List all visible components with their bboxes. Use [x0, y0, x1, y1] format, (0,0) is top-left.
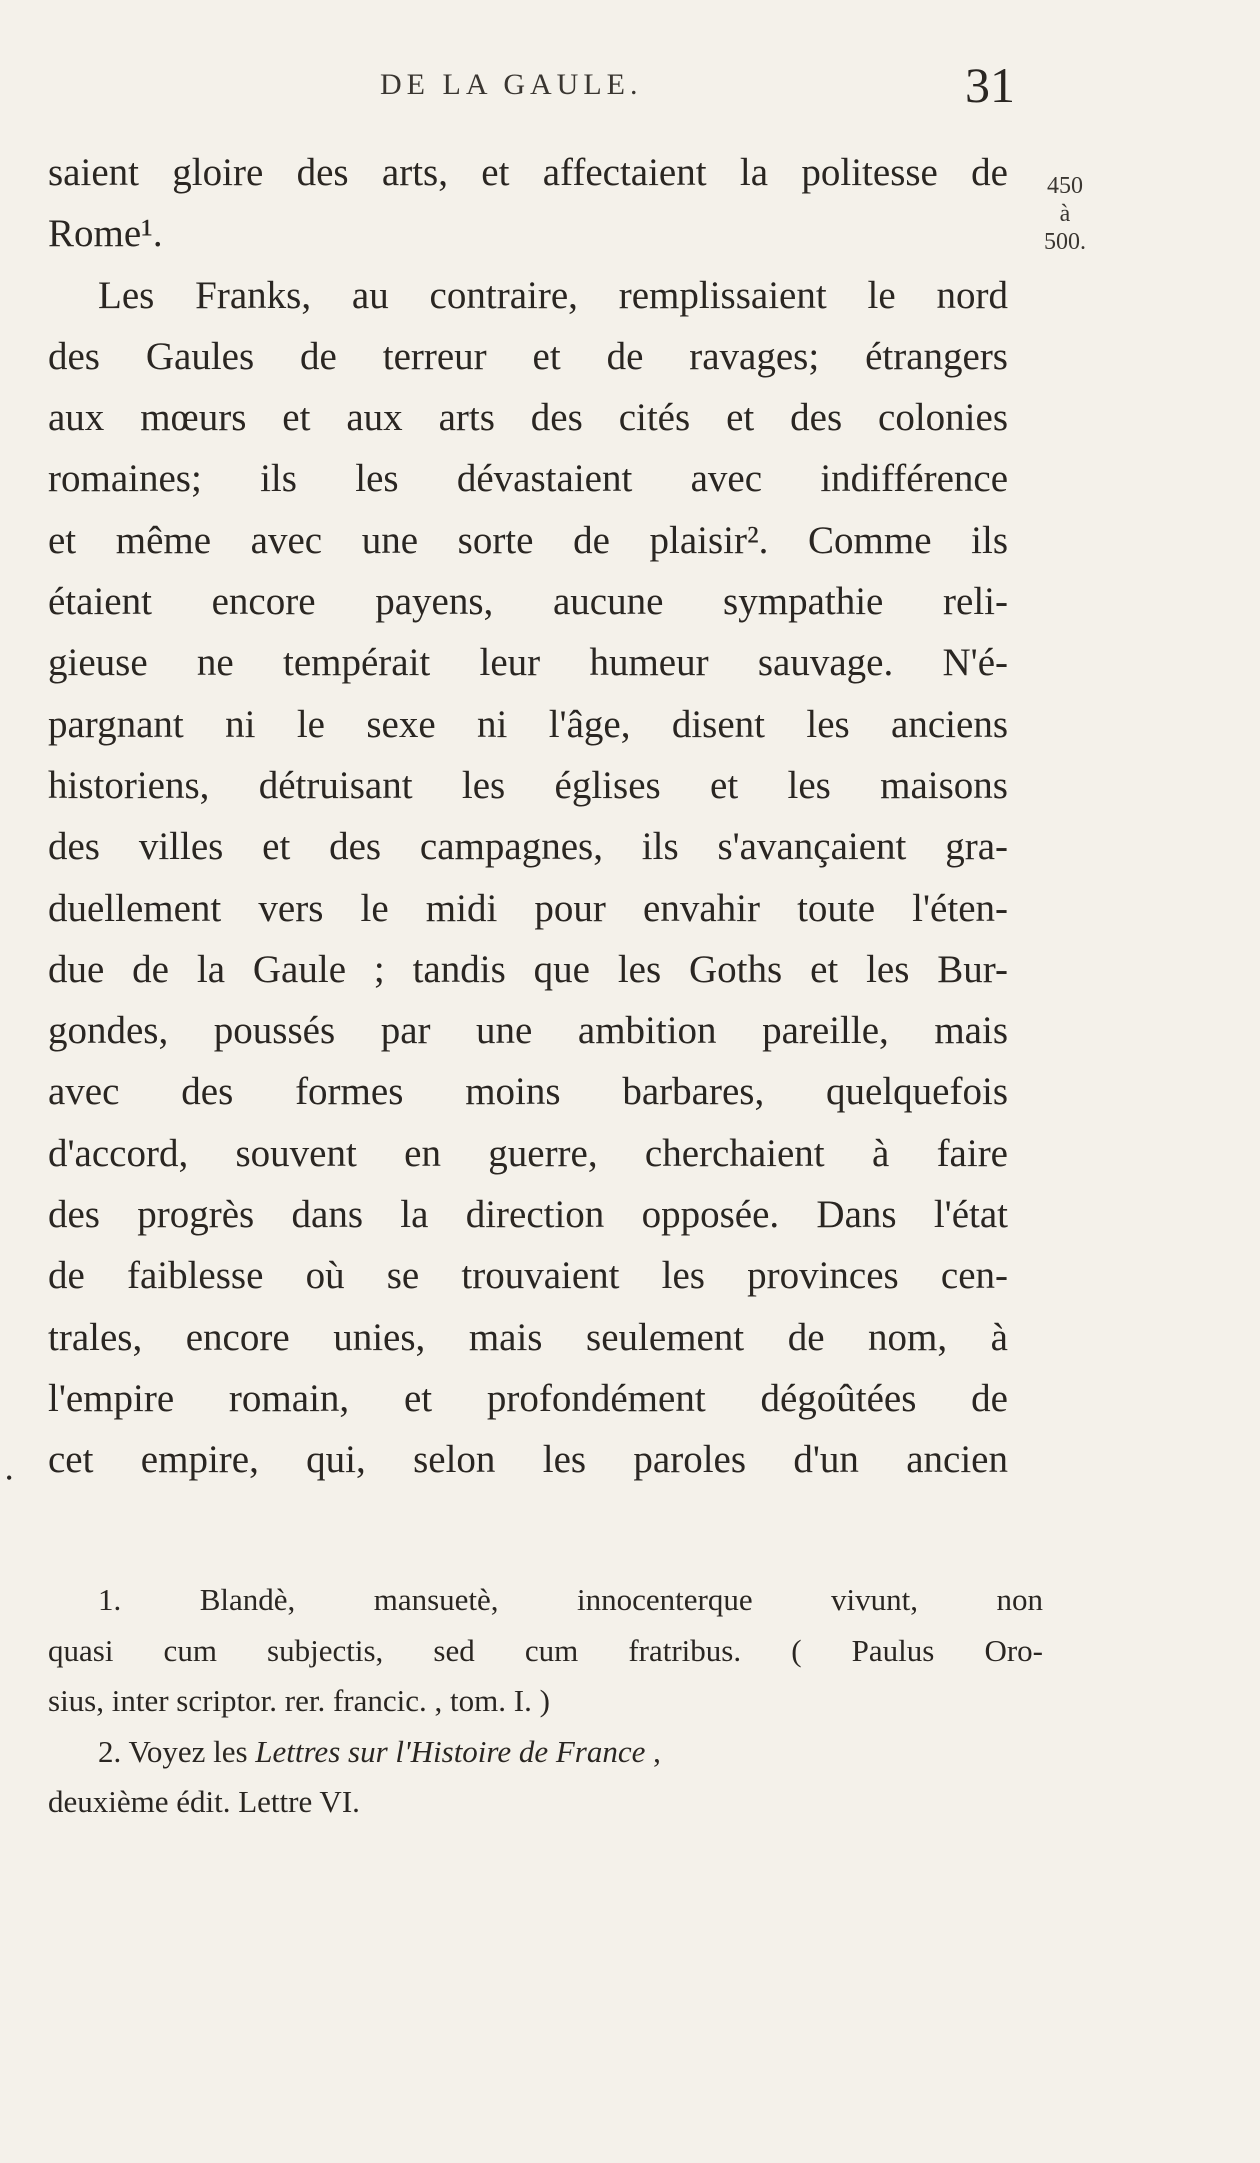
body-line: historiens, détruisant les églises et les maisons	[48, 763, 1008, 807]
body-line: due de la Gaule ; tandis que les Goths et les Bur-	[48, 947, 1008, 991]
footnote-2-line	[48, 1727, 1043, 1778]
footnotes	[48, 1575, 1043, 1828]
body-line: des progrès dans la direction opposée. Dans l'état	[48, 1193, 1008, 1237]
body-line: avec des formes moins barbares, quelquefois	[48, 1070, 1008, 1114]
body-line: Rome¹.	[48, 212, 163, 256]
footnote-2-suffix: ,	[645, 1733, 661, 1769]
footnote-2-prefix: 2. Voyez les	[98, 1733, 256, 1769]
footnote-1-line: 1. Blandè, mansuetè, innocenterque vivunt, non	[98, 1582, 1043, 1617]
body-line: romaines; ils les dévastaient avec indifférence	[48, 457, 1008, 501]
body-line: trales, encore unies, mais seulement de nom, à	[48, 1315, 1008, 1359]
body-line: cet empire, qui, selon les paroles d'un ancien	[48, 1438, 1008, 1482]
body-line: d'accord, souvent en guerre, cherchaient à faire	[48, 1131, 1008, 1175]
body-line: pargnant ni le sexe ni l'âge, disent les anciens	[48, 702, 1008, 746]
body-line: duellement vers le midi pour envahir toute l'éten-	[48, 886, 1008, 930]
footnote-2-line: deuxième édit. Lettre VI.	[48, 1784, 360, 1819]
body-line: des Gaules de terreur et de ravages; étrangers	[48, 334, 1008, 378]
body-line: l'empire romain, et profondément dégoûtées de	[48, 1376, 1008, 1420]
running-head: DE LA GAULE.	[380, 68, 643, 101]
body-line: de faiblesse où se trouvaient les provinces cen-	[48, 1254, 1008, 1298]
margin-date-from: 450	[1047, 173, 1083, 199]
footnote-2-title: Lettres sur l'Histoire de France	[255, 1733, 646, 1769]
body-line: des villes et des campagnes, ils s'avançaient gra-	[48, 825, 1008, 869]
body-line: gondes, poussés par une ambition pareille, mais	[48, 1009, 1008, 1053]
page-number: 31	[965, 57, 1015, 113]
body-line: et même avec une sorte de plaisir². Comme ils	[48, 518, 1008, 562]
body-text	[48, 142, 1008, 1491]
margin-bullet: •	[6, 1468, 13, 1488]
footnote-1-line: sius, inter scriptor. rer. francic. , tom. I. )	[48, 1683, 550, 1718]
body-line: étaient encore payens, aucune sympathie reli-	[48, 580, 1008, 624]
body-line: Les Franks, au contraire, remplissaient le nord	[98, 273, 1008, 317]
footnote-1-line: quasi cum subjectis, sed cum fratribus. ( Paulus Oro-	[48, 1632, 1043, 1668]
margin-date-to: 500.	[1044, 229, 1086, 255]
body-line: gieuse ne tempérait leur humeur sauvage. N'é-	[48, 641, 1008, 685]
body-line: saient gloire des arts, et affectaient la politesse de	[48, 151, 1008, 194]
margin-date-middle: à	[1059, 201, 1071, 227]
body-line: aux mœurs et aux arts des cités et des colonies	[48, 396, 1008, 440]
margin-date-note	[1030, 172, 1100, 256]
